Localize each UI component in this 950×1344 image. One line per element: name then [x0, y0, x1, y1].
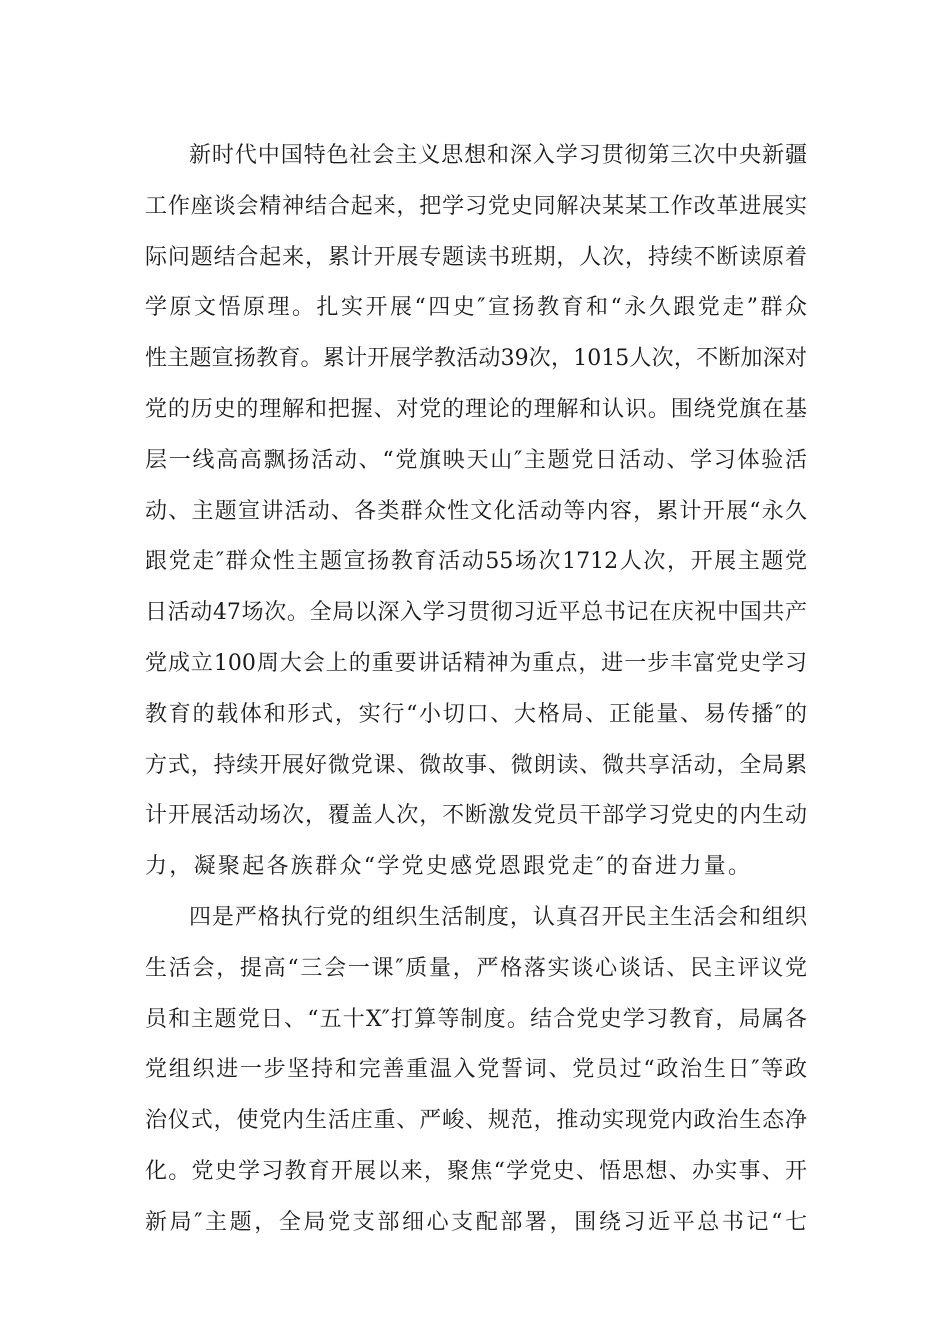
text-line: 学原文悟原理。扎实开展“四史″宣扬教育和“永久跟党走”群众 — [145, 295, 807, 321]
text-line: 动、主题宣讲活动、各类群众性文化活动等内容，累计开展“永久 — [145, 498, 807, 524]
text-line: 日活动47场次。全局以深入学习贯彻习近平总书记在庆祝中国共产 — [145, 600, 807, 626]
text-line: 党成立100周大会上的重要讲话精神为重点，进一步丰富党史学习 — [145, 650, 807, 676]
text-line: 性主题宣扬教育。累计开展学教活动39次，1015人次，不断加深对 — [145, 346, 807, 372]
text-line: 党的历史的理解和把握、对党的理论的理解和认识。围绕党旗在基 — [145, 396, 807, 422]
body-text — [145, 131, 807, 1249]
text-line: 计开展活动场次，覆盖人次，不断激发党员干部学习党史的内生动 — [145, 803, 807, 829]
text-line: 跟党走″群众性主题宣扬教育活动55场次1712人次，开展主题党 — [145, 549, 807, 575]
paragraph-2 — [145, 893, 807, 1249]
text-line: 四是严格执行党的组织生活制度，认真召开民主生活会和组织 — [189, 904, 807, 930]
text-line: 层一线高高飘扬活动、“党旗映天山″主题党日活动、学习体验活 — [145, 447, 807, 473]
text-line: 员和主题党日、“五十X″打算等制度。结合党史学习教育，局属各 — [145, 1006, 807, 1032]
paragraph-1 — [145, 131, 807, 893]
text-line: 教育的载体和形式，实行“小切口、大格局、正能量、易传播″的 — [145, 701, 807, 727]
text-line: 际问题结合起来，累计开展专题读书班期，人次，持续不断读原着 — [145, 244, 807, 270]
text-line: 新局″主题，全局党支部细心支配部署，围绕习近平总书记“七 — [145, 1209, 807, 1235]
text-line: 工作座谈会精神结合起来，把学习党史同解决某某工作改革进展实 — [145, 193, 807, 219]
text-line: 方式，持续开展好微党课、微故事、微朗读、微共享活动，全局累 — [145, 752, 807, 778]
text-line: 新时代中国特色社会主义思想和深入学习贯彻第三次中央新疆 — [189, 143, 807, 168]
text-line: 力，凝聚起各族群众“学党史感党恩跟党走″的奋进力量。 — [145, 854, 753, 880]
text-line: 党组织进一步坚持和完善重温入党誓词、党员过“政治生日″等政 — [145, 1057, 807, 1083]
text-line: 治仪式，使党内生活庄重、严峻、规范，推动实现党内政治生态净 — [145, 1108, 807, 1134]
text-line: 生活会，提高“三会一课″质量，严格落实谈心谈话、民主评议党 — [145, 955, 807, 981]
text-line: 化。党史学习教育开展以来，聚焦“学党史、悟思想、办实事、开 — [145, 1158, 807, 1184]
